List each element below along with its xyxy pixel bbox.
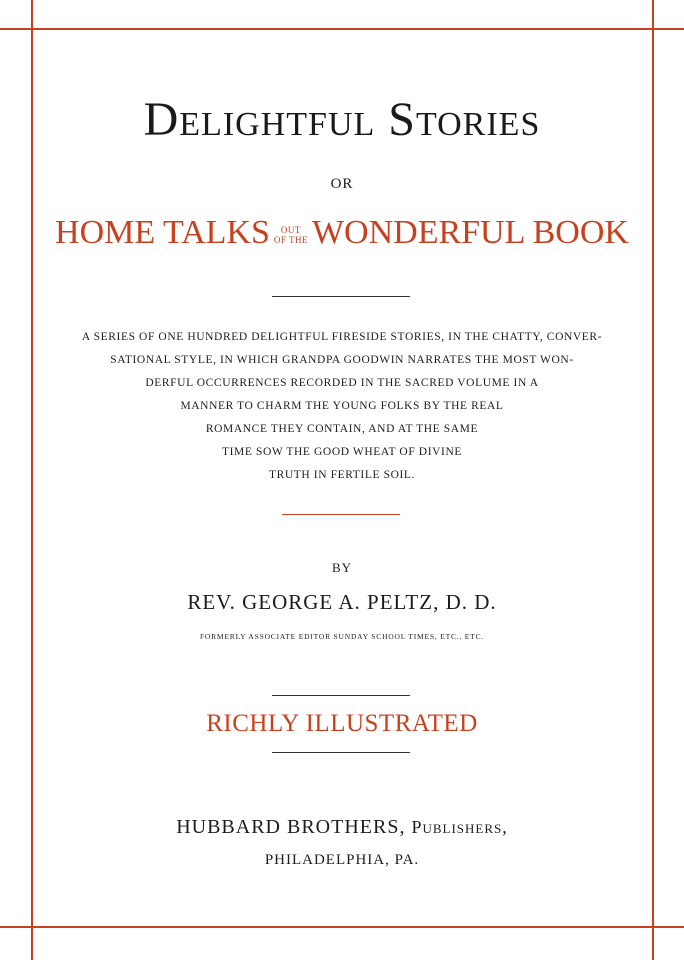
illustrated-label: RICHLY ILLUSTRATED: [206, 710, 478, 737]
by-label: BY: [331, 560, 353, 575]
publisher-role: Publishers,: [411, 817, 508, 837]
author-note: FORMERLY ASSOCIATE EDITOR SUNDAY SCHOOL TIMES, ETC., ETC.: [199, 632, 485, 641]
description-line: MANNER TO CHARM THE YOUNG FOLKS BY THE REAL: [180, 400, 504, 412]
subtitle-stack-bottom: OF THE: [273, 235, 308, 246]
subtitle-right: WONDERFUL BOOK: [311, 214, 629, 251]
description-line: TIME SOW THE GOOD WHEAT OF DIVINE: [222, 446, 462, 458]
subtitle-stack-top: OUT: [280, 225, 301, 236]
description-block: [40, 326, 644, 487]
subtitle-small-stack: [274, 225, 308, 245]
or-connector: OR: [330, 176, 354, 192]
description-line: ROMANCE THEY CONTAIN, AND AT THE SAME: [205, 423, 479, 435]
publisher-city: PHILADELPHIA, PA.: [264, 852, 420, 868]
border-rule-top: [0, 28, 684, 30]
divider-2: [282, 514, 400, 515]
description-line: DERFUL OCCURRENCES RECORDED IN THE SACRED VOLUME IN A: [145, 377, 539, 389]
description-line: A SERIES OF ONE HUNDRED DELIGHTFUL FIRESIDE STORIES, IN THE CHATTY, CONVER-: [81, 331, 603, 343]
book-subtitle: [0, 214, 684, 252]
divider-3: [272, 695, 410, 696]
book-title: Delightful Stories: [143, 93, 541, 146]
publisher-line: [0, 816, 684, 839]
border-rule-bottom: [0, 926, 684, 928]
author-name: REV. GEORGE A. PELTZ, D. D.: [187, 590, 497, 614]
description-line: TRUTH IN FERTILE SOIL.: [268, 469, 416, 481]
publisher-name: HUBBARD BROTHERS,: [176, 816, 406, 838]
divider-1: [272, 296, 410, 297]
divider-4: [272, 752, 410, 753]
subtitle-left: HOME TALKS: [55, 214, 270, 251]
description-line: SATIONAL STYLE, IN WHICH GRANDPA GOODWIN NARRATES THE MOST WON-: [110, 354, 574, 366]
